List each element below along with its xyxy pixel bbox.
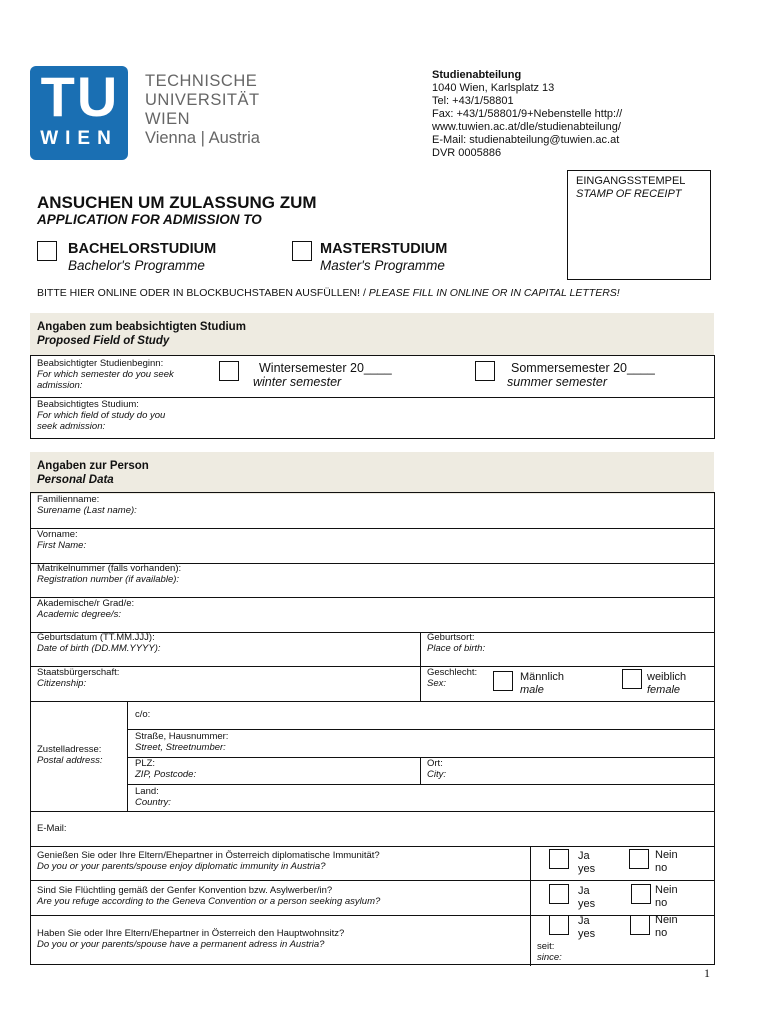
logo-line-3: WIEN (145, 110, 191, 128)
contact-title: Studienabteilung (432, 69, 522, 81)
zip-label: PLZ: ZIP, Postcode: (135, 758, 197, 780)
pob-label: Geburtsort: Place of birth: (427, 632, 486, 654)
degree-label: Akademische/r Grad/e: Academic degree/s: (37, 598, 135, 620)
personal-section-subtitle: Personal Data (37, 474, 114, 486)
master-checkbox[interactable] (292, 241, 312, 261)
question-immunity: Genießen Sie oder Ihre Eltern/Ehepartner in Österreich diplomatische Immunität? Do you or your parents/spouse enjoy diplomatic immunity in Austria? (37, 850, 380, 872)
immunity-no-checkbox[interactable] (629, 849, 649, 869)
citizenship-label: Staatsbürgerschaft: Citizenship: (37, 667, 120, 689)
logo-initials-top: TU (40, 66, 120, 128)
country-label: Land: Country: (135, 786, 171, 808)
refugee-yes-label: Ja yes (578, 885, 596, 910)
male-label: Männlich male (520, 671, 565, 696)
male-checkbox[interactable] (493, 671, 513, 691)
winter-semester-checkbox[interactable] (219, 361, 239, 381)
fill-instruction (37, 287, 620, 299)
logo-initials-bottom: WIEN (40, 128, 118, 149)
refugee-no-checkbox[interactable] (631, 884, 651, 904)
logo-line-1: TECHNISCHE (145, 72, 258, 90)
bachelor-checkbox[interactable] (37, 241, 57, 261)
residence-yes-checkbox[interactable] (549, 915, 569, 935)
firstname-label: Vorname: First Name: (37, 529, 87, 551)
female-checkbox[interactable] (622, 669, 642, 689)
dob-label: Geburtsdatum (TT.MM.JJJ): Date of birth (DD.MM.YYYY): (37, 632, 161, 654)
contact-fax: Fax: +43/1/58801/9+Nebenstelle http:// (432, 108, 623, 120)
instruction-en: PLEASE FILL IN ONLINE OR IN CAPITAL LETTERS! (368, 287, 620, 299)
winter-semester-label: Wintersemester 20____ winter semester (253, 361, 392, 389)
summer-semester-checkbox[interactable] (475, 361, 495, 381)
residence-no-checkbox[interactable] (630, 915, 650, 935)
contact-email: E-Mail: studienabteilung@tuwien.ac.at (432, 134, 620, 146)
residence-yes-label: Ja yes (578, 915, 596, 940)
residence-since-label: seit: since: (537, 941, 562, 963)
logo-line-4: Vienna | Austria (145, 129, 260, 147)
contact-dvr: DVR 0005886 (432, 147, 502, 159)
female-label: weiblich female (647, 671, 687, 696)
study-field-label: Beabsichtigtes Studium: For which field of study do you seek admission: (37, 399, 166, 432)
master-label: MASTERSTUDIUM (320, 241, 448, 257)
refugee-yes-checkbox[interactable] (549, 884, 569, 904)
master-label-en: Master's Programme (320, 258, 445, 273)
logo-line-2: UNIVERSITÄT (145, 91, 260, 109)
stamp-box (567, 170, 711, 280)
city-label: Ort: City: (427, 758, 446, 780)
page-subtitle: APPLICATION FOR ADMISSION TO (37, 212, 262, 227)
contact-tel: Tel: +43/1/58801 (432, 95, 514, 107)
logo-wordmark (145, 72, 260, 148)
postal-address-label: Zustelladresse: Postal address: (37, 744, 103, 766)
street-label: Straße, Hausnummer: Street, Streetnumber: (135, 731, 229, 753)
sex-label: Geschlecht: Sex: (427, 667, 478, 689)
study-section-subtitle: Proposed Field of Study (37, 335, 170, 347)
contact-address: 1040 Wien, Karlsplatz 13 (432, 82, 555, 94)
study-section-title: Angaben zum beabsichtigten Studium (37, 321, 246, 333)
co-label: c/o: (135, 709, 151, 720)
personal-section-title: Angaben zur Person (37, 460, 149, 472)
tu-wien-logo (30, 66, 128, 160)
refugee-no-label: Nein no (655, 884, 678, 909)
summer-semester-label: Sommersemester 20____ summer semester (507, 361, 655, 389)
bachelor-label-en: Bachelor's Programme (68, 258, 205, 273)
page-title: ANSUCHEN UM ZULASSUNG ZUM (37, 193, 317, 212)
bachelor-label: BACHELORSTUDIUM (68, 241, 217, 257)
stamp-label-de: EINGANGSSTEMPEL (576, 175, 686, 187)
residence-no-label: Nein no (655, 914, 678, 939)
immunity-yes-checkbox[interactable] (549, 849, 569, 869)
immunity-no-label: Nein no (655, 849, 678, 874)
contact-block (432, 69, 732, 160)
stamp-label-en: STAMP OF RECEIPT (576, 188, 682, 200)
question-refugee: Sind Sie Flüchtling gemäß der Genfer Konvention bzw. Asylwerber/in? Are you refuge according to the Geneva Convention or a person seeking asylum? (37, 885, 381, 907)
matrikel-label: Matrikelnummer (falls vorhanden): Registration number (if available): (37, 563, 182, 585)
contact-url: www.tuwien.ac.at/dle/studienabteilung/ (432, 121, 621, 133)
question-residence: Haben Sie oder Ihre Eltern/Ehepartner in Österreich den Hauptwohnsitz? Do you or your parents/spouse have a permanent adress in Austria? (37, 928, 345, 950)
immunity-yes-label: Ja yes (578, 850, 596, 875)
study-begin-label: Beabsichtigter Studienbeginn: For which semester do you seek admission: (37, 358, 174, 391)
surname-label: Familienname: Surename (Last name): (37, 494, 137, 516)
email-label: E-Mail: (37, 823, 67, 834)
instruction-de: BITTE HIER ONLINE ODER IN BLOCKBUCHSTABEN AUSFÜLLEN! / (37, 287, 366, 299)
page-number: 1 (704, 966, 710, 980)
